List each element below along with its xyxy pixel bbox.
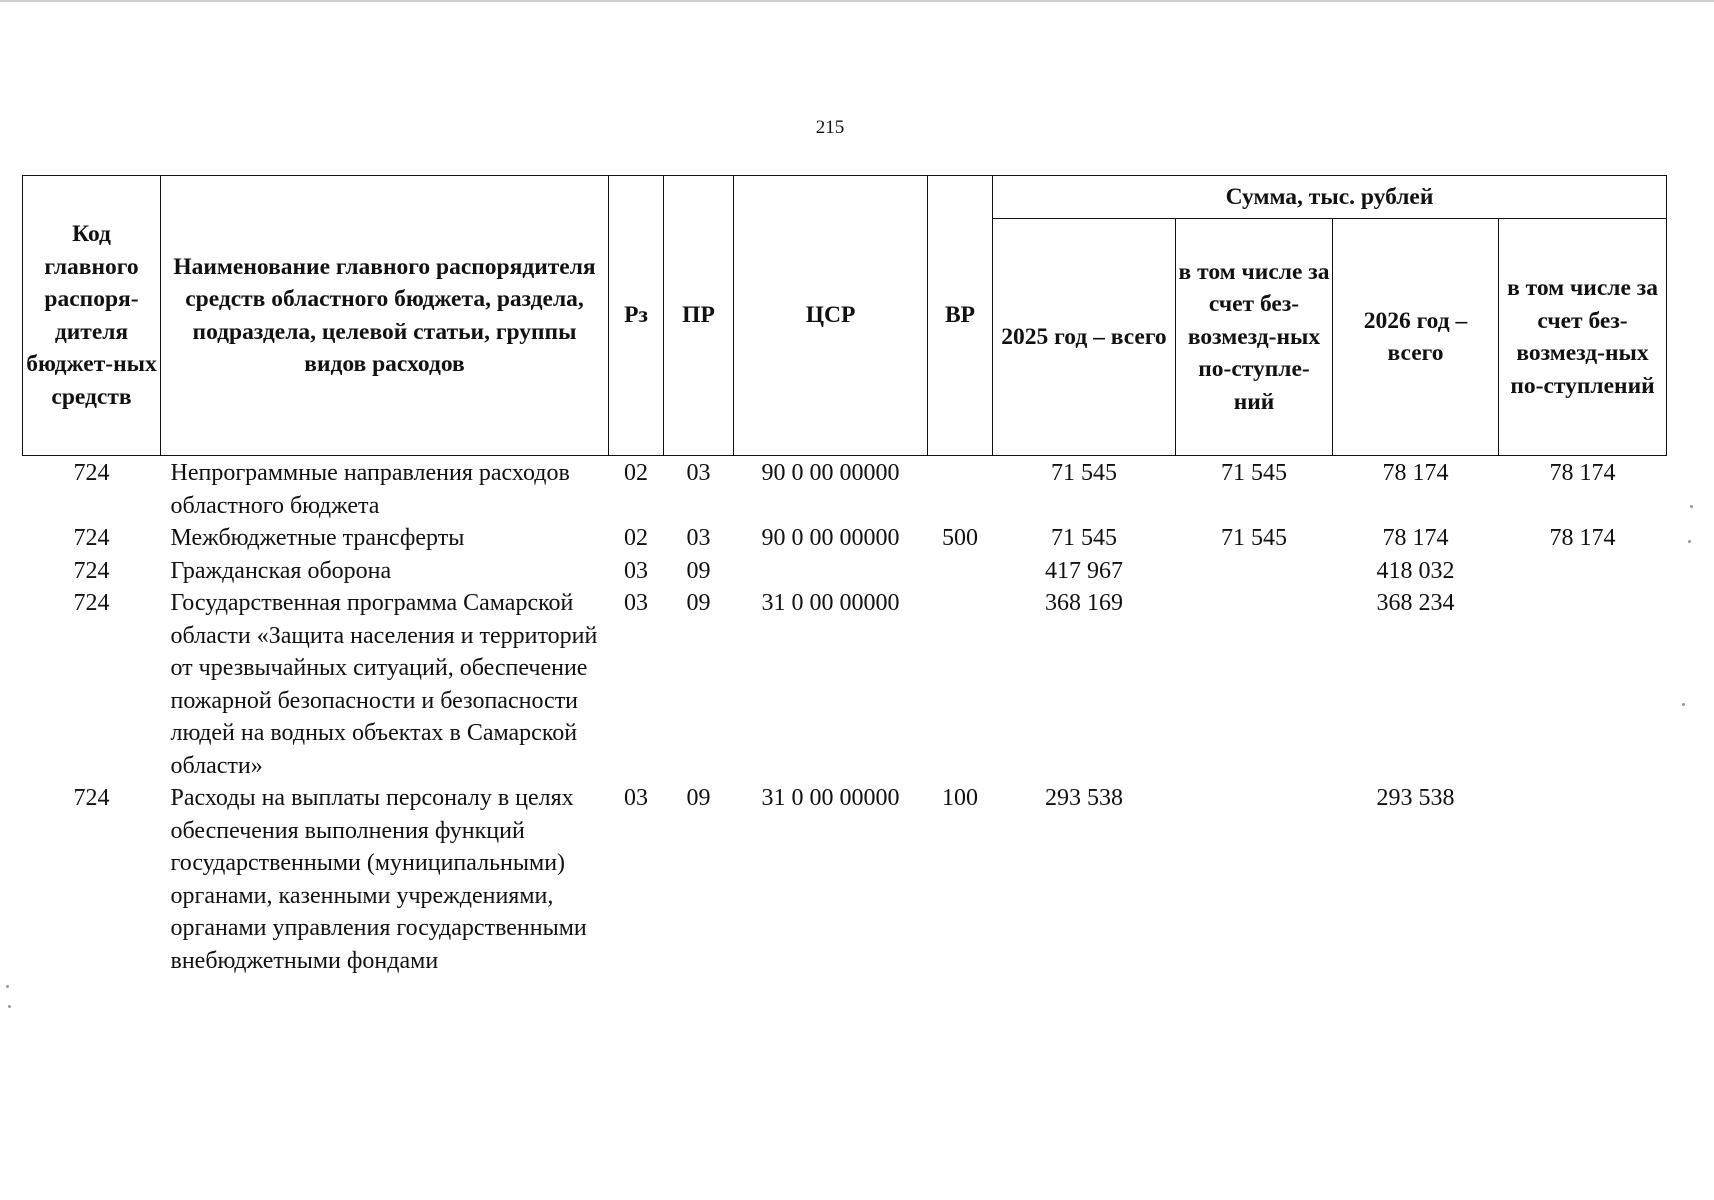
cell-vr [928,555,993,588]
cell-2026-total: 78 174 [1382,460,1449,486]
cell-2026-total: 78 174 [1382,525,1449,551]
cell-rz: 03 [624,785,648,811]
header-code: Код главного распоря-дителя бюджет-ных средств [23,176,161,456]
table-body [23,456,1667,978]
cell-2026-free: 78 174 [1549,525,1616,551]
header-name: Наименование главного распорядителя средств областного бюджета, раздела, подраздела, целевой статьи, группы видов расходов [161,176,609,456]
scan-speck [8,1005,11,1008]
cell-name: Непрограммные направления расходов областного бюджета [170,460,570,519]
cell-rz: 03 [624,557,648,584]
cell-name: Гражданская оборона [170,557,392,584]
cell-vr: 500 [942,525,978,551]
cell-rz: 03 [624,590,648,616]
cell-name: Государственная программа Самарской области «Защита населения и территорий от чрезвычайных ситуаций, обеспечение пожарной безопасности и безопасности людей на водных объектах в Самарской области» [170,590,598,779]
cell-csr: 31 0 00 00000 [761,590,900,616]
cell-code: 724 [73,460,110,486]
scan-speck [1690,505,1693,508]
cell-code: 724 [73,785,110,811]
cell-2026-free [1499,555,1667,588]
table-row [23,782,1667,977]
cell-code: 724 [73,590,110,616]
cell-pr: 03 [686,525,711,551]
cell-pr: 09 [686,785,711,811]
cell-rz: 02 [624,460,648,486]
cell-2025-total: 71 545 [1051,460,1117,486]
table-row [23,587,1667,782]
header-2025-free: в том числе за счет без-возмезд-ных по-ступле-ний [1176,219,1333,456]
cell-csr: 90 0 00 00000 [761,525,900,551]
table-row [23,522,1667,555]
cell-2026-free [1499,782,1667,977]
cell-2026-total: 293 538 [1376,785,1455,811]
cell-2025-free [1176,555,1333,588]
scan-speck [6,985,9,988]
cell-pr: 09 [686,590,711,616]
cell-2026-total: 368 234 [1376,590,1455,616]
table-row [23,456,1667,523]
header-pr: ПР [664,176,734,456]
cell-csr: 90 0 00 00000 [761,460,900,486]
scan-speck [1688,540,1691,543]
table-row [23,555,1667,588]
cell-2026-total: 418 032 [1376,557,1455,584]
cell-2025-free: 71 545 [1221,525,1287,551]
cell-vr [928,456,993,523]
budget-table [22,175,1667,977]
cell-2025-total: 71 545 [1051,525,1117,551]
cell-pr: 09 [686,557,711,584]
header-2026-total: 2026 год – всего [1333,219,1499,456]
cell-code: 724 [73,557,110,584]
table-header [23,176,1667,456]
cell-2025-total: 368 169 [1045,590,1123,616]
page-number: 215 [815,117,845,138]
cell-csr: 31 0 00 00000 [761,785,900,811]
cell-2025-free: 71 545 [1221,460,1287,486]
cell-2026-free [1499,587,1667,782]
header-sum-group: Сумма, тыс. рублей [993,176,1667,219]
cell-rz: 02 [624,525,648,551]
cell-2025-free [1176,587,1333,782]
cell-vr: 100 [942,785,978,811]
header-2025-total: 2025 год – всего [993,219,1176,456]
cell-name: Межбюджетные трансферты [170,525,465,551]
header-2026-free: в том числе за счет без-возмезд-ных по-ступлений [1499,219,1667,456]
cell-2025-total: 293 538 [1045,785,1123,811]
cell-pr: 03 [686,460,711,486]
cell-2025-total: 417 967 [1045,557,1123,584]
cell-2025-free [1176,782,1333,977]
cell-name: Расходы на выплаты персоналу в целях обеспечения выполнения функций государственными (муниципальными) органами, казенными учреждениями, органами управления государственными внебюджетными фондами [170,785,587,974]
cell-csr [734,555,928,588]
header-csr: ЦСР [734,176,928,456]
header-vr: ВР [928,176,993,456]
cell-code: 724 [73,525,110,551]
scan-speck [1682,703,1685,706]
cell-2026-free: 78 174 [1549,460,1616,486]
header-rz: Рз [609,176,664,456]
top-scan-edge [0,0,1714,2]
cell-vr [928,587,993,782]
